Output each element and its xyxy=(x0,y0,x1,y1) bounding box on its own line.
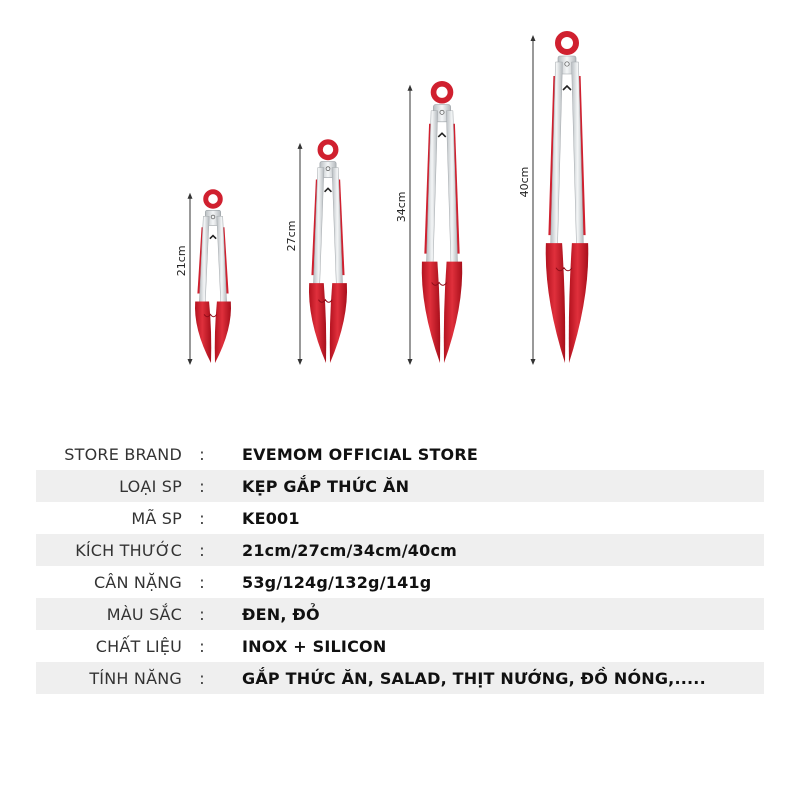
spec-value: 21cm/27cm/34cm/40cm xyxy=(242,540,458,560)
hanging-ring xyxy=(320,142,336,158)
spec-value: ĐEN, ĐỎ xyxy=(242,604,320,624)
size-label: 40cm xyxy=(518,166,531,198)
tong-21cm xyxy=(175,192,231,365)
spec-label: STORE BRAND xyxy=(64,444,182,464)
arrow-down-icon xyxy=(298,359,303,365)
spec-separator: : xyxy=(199,476,205,496)
size-label: 34cm xyxy=(395,191,408,223)
silicone-head xyxy=(546,243,565,363)
arrow-up-icon xyxy=(408,85,413,91)
chevron-up-icon xyxy=(563,86,571,90)
hanging-ring xyxy=(434,84,451,101)
spec-value: KE001 xyxy=(242,508,300,528)
spec-label: CHẤT LIỆU xyxy=(95,636,182,656)
spec-value: EVEMOM OFFICIAL STORE xyxy=(242,444,479,464)
chevron-up-icon xyxy=(325,188,332,191)
arrow-up-icon xyxy=(188,193,193,199)
silicone-head xyxy=(422,262,440,363)
size-label: 21cm xyxy=(175,245,188,277)
spec-separator: : xyxy=(199,604,205,624)
hanging-ring xyxy=(206,192,221,207)
spec-row xyxy=(36,438,764,470)
spec-table xyxy=(36,438,764,694)
spec-row xyxy=(36,566,764,598)
size-label: 27cm xyxy=(285,220,298,252)
hanging-ring xyxy=(558,34,576,52)
spec-value: GẮP THỨC ĂN, SALAD, THỊT NƯỚNG, ĐỒ NÓNG,..... xyxy=(242,668,706,688)
spec-separator: : xyxy=(199,444,205,464)
silicone-head xyxy=(330,283,347,363)
spec-label: MÃ SP xyxy=(131,508,182,528)
spec-row xyxy=(36,598,764,630)
spec-label: KÍCH THƯỚC xyxy=(75,540,182,560)
spec-row xyxy=(36,630,764,662)
spec-row xyxy=(36,470,764,502)
spec-label: LOẠI SP xyxy=(119,476,182,496)
chevron-up-icon xyxy=(438,133,445,137)
spec-value: 53g/124g/132g/141g xyxy=(242,572,432,592)
spec-label: CÂN NẶNG xyxy=(93,572,182,592)
arrow-up-icon xyxy=(531,35,536,41)
spec-label: TÍNH NĂNG xyxy=(89,668,182,688)
silicone-head xyxy=(569,243,588,363)
silicone-head xyxy=(309,283,326,363)
tong-40cm xyxy=(518,34,588,365)
spec-value: KẸP GẮP THỨC ĂN xyxy=(242,476,410,496)
arrow-up-icon xyxy=(298,143,303,149)
spec-separator: : xyxy=(199,668,205,688)
arrow-down-icon xyxy=(408,359,413,365)
spec-row xyxy=(36,534,764,566)
spec-separator: : xyxy=(199,572,205,592)
tong-34cm xyxy=(395,84,462,365)
spec-separator: : xyxy=(199,540,205,560)
arrow-down-icon xyxy=(531,359,536,365)
spec-label: MÀU SẮC xyxy=(106,604,182,624)
tong-27cm xyxy=(285,142,347,365)
silicone-head xyxy=(195,302,211,363)
silicone-head xyxy=(215,302,231,363)
spec-value: INOX + SILICON xyxy=(242,636,387,656)
arrow-down-icon xyxy=(188,359,193,365)
silicone-head xyxy=(444,262,462,363)
spec-separator: : xyxy=(199,636,205,656)
spec-row xyxy=(36,662,764,694)
spec-row xyxy=(36,502,764,534)
chevron-up-icon xyxy=(210,236,216,239)
spec-separator: : xyxy=(199,508,205,528)
